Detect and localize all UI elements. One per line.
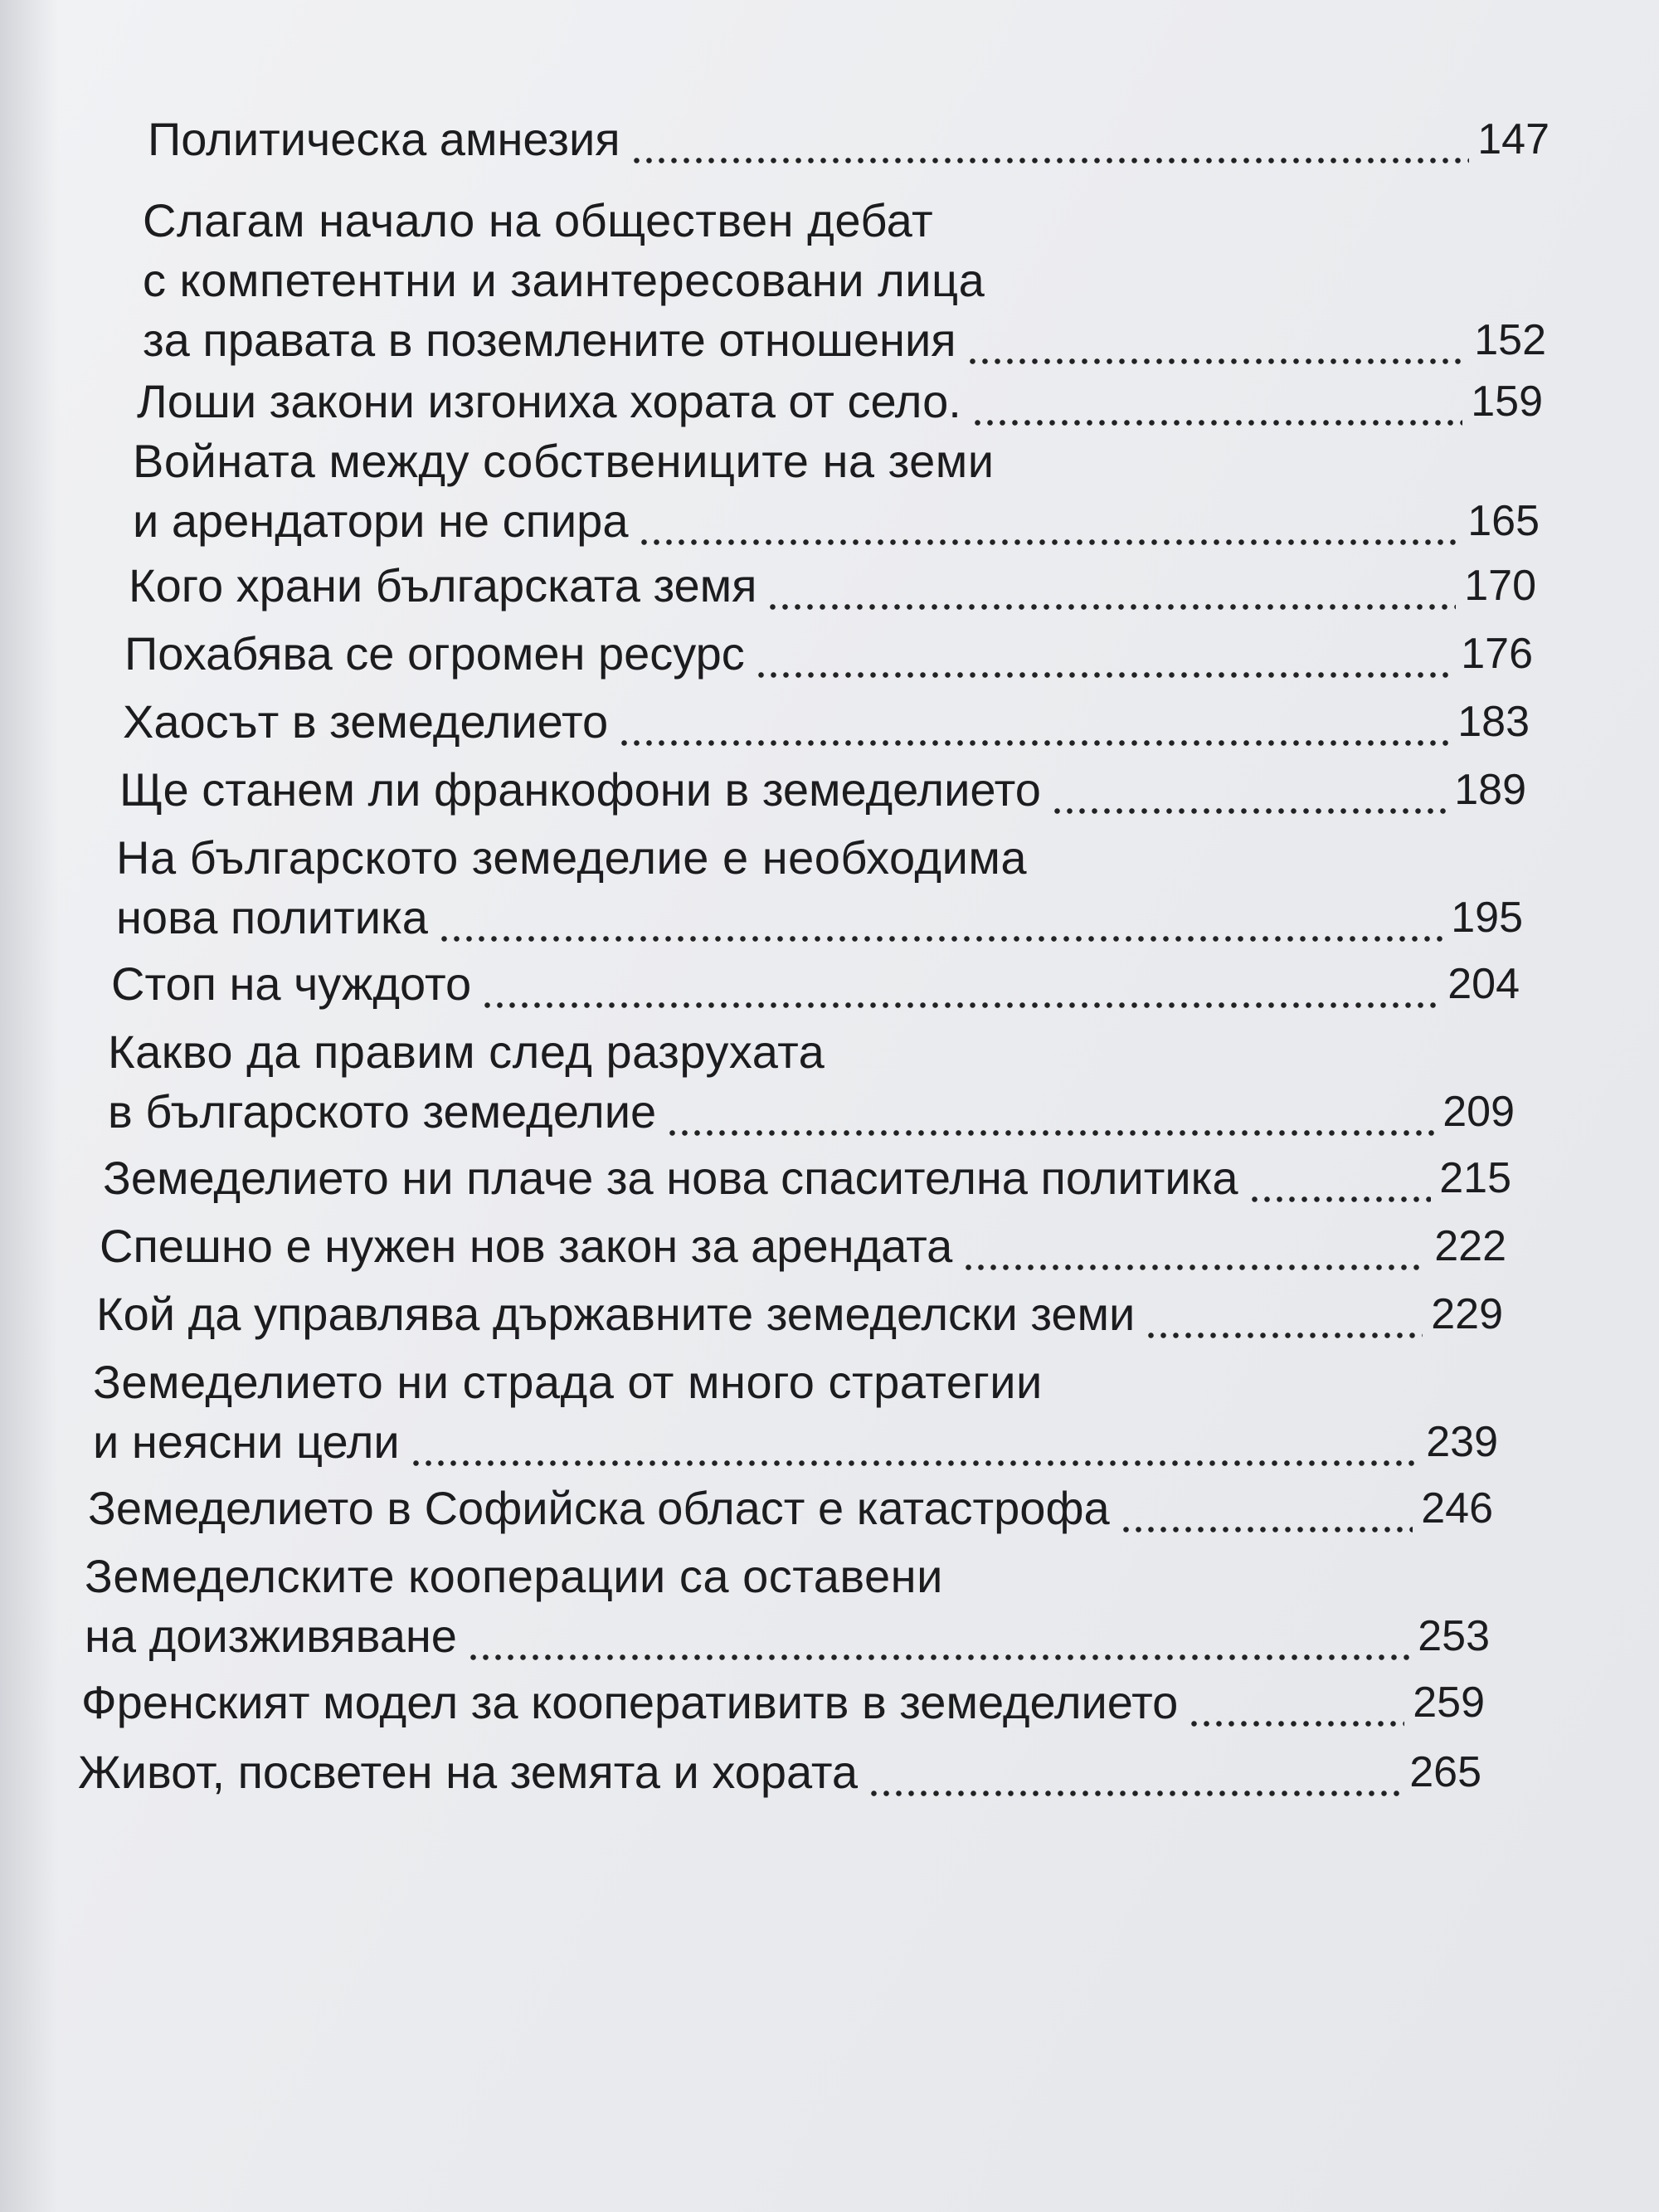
toc-entry-row: [81, 1673, 1485, 1732]
dot-leader: [1248, 1148, 1432, 1208]
toc-entry-row: [124, 624, 1533, 684]
toc-entry-title-line: Похабява се огромен ресурс: [124, 627, 745, 680]
toc-entry-title-line: нова политика: [116, 891, 428, 943]
toc-entry-title-line: Земеделието ни страда от много стратегии: [93, 1356, 1043, 1408]
dot-leader: [481, 954, 1439, 1014]
toc-entry-title-line: Земеделието ни плаче за нова спасителна политика: [103, 1152, 1238, 1204]
toc-entry: [81, 1673, 1485, 1732]
toc-entry-title-line: Политическа амнезия: [148, 113, 620, 165]
toc-entry-title-line: Лоши закони изгониха хората от село.: [137, 375, 961, 427]
toc-entry-row: [85, 1606, 1490, 1666]
dot-leader: [766, 556, 1456, 616]
dot-leader: [1051, 760, 1446, 820]
toc-entry: [78, 1742, 1481, 1802]
toc-entry: [85, 1547, 1490, 1666]
toc-entry-title-line: Живот, посветен на земята и хората: [78, 1746, 859, 1798]
toc-entry-row: [111, 954, 1520, 1014]
toc-entry-row: [143, 310, 1546, 370]
toc-entry: [148, 110, 1550, 169]
toc-entry-row: [129, 556, 1536, 616]
toc-entry-title-line: Стоп на чуждото: [111, 957, 472, 1010]
toc-entry: [137, 372, 1543, 431]
toc-page-number: 265: [1409, 1748, 1481, 1796]
toc-entry: [133, 431, 1540, 551]
toc-entry: [123, 692, 1530, 752]
toc-page-number: 215: [1439, 1154, 1511, 1202]
toc-page-number: 165: [1467, 497, 1540, 545]
toc-entry-row: [123, 692, 1530, 752]
page-gutter-shadow: [0, 0, 58, 2212]
dot-leader: [1188, 1673, 1404, 1732]
toc-entry-row: [148, 110, 1550, 169]
toc-entry-title-line: Хаосът в земеделието: [123, 695, 609, 748]
dot-leader: [1145, 1284, 1423, 1344]
toc-page-number: 189: [1454, 766, 1526, 814]
toc-page-number: 170: [1464, 562, 1536, 610]
toc-page-number: 259: [1413, 1678, 1485, 1727]
dot-leader: [666, 1082, 1434, 1142]
toc-page-number: 176: [1461, 630, 1533, 678]
dot-leader: [438, 888, 1443, 948]
toc-entry-row: [78, 1742, 1481, 1802]
toc-page-number: 147: [1477, 115, 1550, 163]
toc-entry-title-line: с компетентни и заинтересовани лица: [143, 254, 985, 306]
toc-page-number: 152: [1474, 316, 1546, 364]
toc-entry-title-line: Спешно е нужен нов закон за арендата: [100, 1220, 953, 1272]
toc-entry-title-line: Слагам начало на обществен дебат: [143, 194, 934, 246]
toc-entry-title-line: на доизживяване: [85, 1610, 457, 1662]
toc-entry-title-line: в българското земеделие: [108, 1085, 657, 1138]
dot-leader: [467, 1606, 1409, 1666]
toc-page-number: 204: [1447, 960, 1520, 1008]
dot-leader: [966, 310, 1467, 370]
toc-page-number: 253: [1418, 1612, 1490, 1660]
toc-entry: [119, 760, 1526, 820]
toc-page-number: 222: [1434, 1222, 1506, 1270]
toc-entry-title-line: и неясни цели: [93, 1415, 400, 1468]
dot-leader: [971, 372, 1462, 431]
toc-page-number: 183: [1457, 698, 1530, 746]
toc-page-number: 229: [1431, 1290, 1503, 1338]
toc-entry-row: [133, 491, 1540, 551]
dot-leader: [638, 491, 1459, 551]
toc-entry-row: [119, 760, 1526, 820]
toc-entry-row: [137, 372, 1543, 431]
toc-entry-title-line: за правата в поземлените отношения: [143, 314, 956, 366]
dot-leader: [630, 110, 1470, 169]
toc-entry-title-line: Какво да правим след разрухата: [108, 1026, 825, 1078]
toc-entry: [116, 828, 1523, 948]
toc-entry-row: [108, 1082, 1515, 1142]
toc-entry: [124, 624, 1533, 684]
toc-entry-row: [93, 1412, 1498, 1472]
toc-entry: [103, 1148, 1511, 1208]
toc-entry-row: [116, 888, 1523, 948]
toc-entry-title-line: Земеделските кооперации са оставени: [85, 1550, 943, 1602]
toc-entry-title-line: Кой да управлява държавните земеделски земи: [96, 1288, 1136, 1340]
dot-leader: [962, 1216, 1426, 1276]
dot-leader: [618, 692, 1449, 752]
toc-entry: [129, 556, 1536, 616]
toc-entry-row: [96, 1284, 1503, 1344]
toc-entry-row: [88, 1479, 1493, 1538]
toc-entry-title-line: и арендатори не спира: [133, 495, 629, 547]
toc-entry-title-line: Кого храни българската земя: [129, 559, 757, 611]
toc-entry-title-line: Ще станем ли франкофони в земеделието: [119, 763, 1041, 816]
toc-entry-row: [100, 1216, 1506, 1276]
toc-entry: [88, 1479, 1493, 1538]
toc-page-number: 246: [1421, 1484, 1493, 1532]
toc-entry: [100, 1216, 1506, 1276]
dot-leader: [410, 1412, 1418, 1472]
toc-entry: [96, 1284, 1503, 1344]
toc-entry: [108, 1022, 1515, 1142]
toc-entry-row: [103, 1148, 1511, 1208]
toc-entry-title-line: На българското земеделие е необходима: [116, 831, 1028, 884]
dot-leader: [1120, 1479, 1413, 1538]
toc-page-number: 159: [1471, 378, 1543, 426]
toc-entry: [143, 191, 1546, 370]
dot-leader: [755, 624, 1452, 684]
toc-page-number: 195: [1451, 894, 1523, 942]
toc-page-number: 209: [1443, 1088, 1515, 1136]
toc-entry-title-line: Френският модел за кооперативитв в земеделието: [81, 1676, 1179, 1728]
toc-entry: [111, 954, 1520, 1014]
toc-entry-title-line: Земеделието в Софийска област е катастрофа: [88, 1482, 1110, 1534]
dot-leader: [868, 1742, 1401, 1802]
toc-entry: [93, 1352, 1498, 1472]
toc-entry-title-line: Войната между собствениците на земи: [133, 435, 995, 487]
toc-page-number: 239: [1426, 1418, 1498, 1466]
